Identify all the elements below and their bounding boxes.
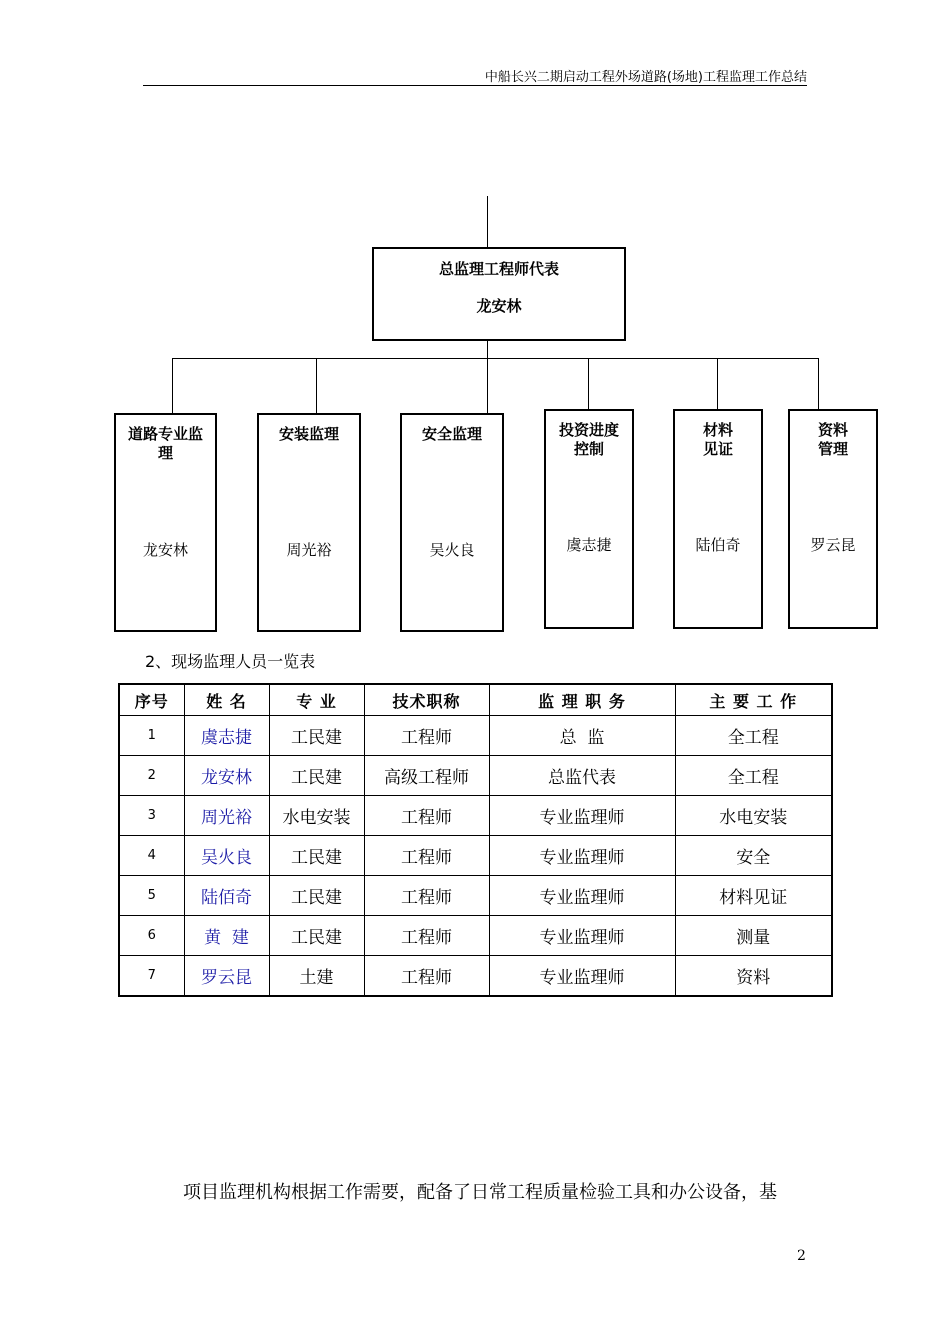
table-row [119, 756, 832, 796]
table-row [119, 716, 832, 756]
cell-position: 总 监 [489, 716, 675, 756]
cell-title: 工程师 [364, 956, 489, 997]
org-unit-installation [257, 413, 361, 632]
column-header: 姓 名 [184, 684, 269, 716]
org-top-box [372, 247, 626, 341]
org-unit-material-witness [673, 409, 763, 629]
cell-name: 黄 建 [184, 916, 269, 956]
column-header: 序号 [119, 684, 184, 716]
page-number: 2 [797, 1248, 806, 1264]
cell-specialty: 水电安装 [269, 796, 364, 836]
cell-position: 专业监理师 [489, 796, 675, 836]
cell-work: 全工程 [675, 716, 832, 756]
cell-specialty: 工民建 [269, 716, 364, 756]
cell-position: 专业监理师 [489, 836, 675, 876]
cell-work: 资料 [675, 956, 832, 997]
cell-seq: 5 [119, 876, 184, 916]
document-header-title: 中船长兴二期启动工程外场道路(场地)工程监理工作总结 [484, 70, 807, 85]
cell-position: 专业监理师 [489, 916, 675, 956]
connector-drop [487, 358, 488, 414]
org-unit-name: 吴火良 [429, 541, 475, 559]
connector-top [487, 196, 488, 248]
column-header: 监 理 职 务 [489, 684, 675, 716]
connector-drop [316, 358, 317, 414]
cell-title: 工程师 [364, 836, 489, 876]
table-row [119, 956, 832, 997]
cell-title: 工程师 [364, 876, 489, 916]
org-unit-document-management [788, 409, 878, 629]
table-row [119, 916, 832, 956]
table-header-row [119, 684, 832, 716]
cell-name: 陆佰奇 [184, 876, 269, 916]
org-top-name: 龙安林 [476, 297, 522, 315]
cell-name: 虞志捷 [184, 716, 269, 756]
org-unit-title: 安全监理 [421, 425, 482, 443]
cell-title: 高级工程师 [364, 756, 489, 796]
connector-drop [172, 358, 173, 414]
connector-drop [818, 358, 819, 410]
org-unit-title: 资料管理 [817, 421, 848, 458]
cell-work: 安全 [675, 836, 832, 876]
org-unit-name: 龙安林 [142, 541, 188, 559]
cell-specialty: 土建 [269, 956, 364, 997]
org-unit-safety [400, 413, 504, 632]
cell-name: 龙安林 [184, 756, 269, 796]
cell-position: 专业监理师 [489, 956, 675, 997]
org-unit-name: 罗云昆 [810, 536, 856, 554]
column-header: 技术职称 [364, 684, 489, 716]
org-unit-name: 陆伯奇 [695, 536, 741, 554]
cell-work: 水电安装 [675, 796, 832, 836]
cell-work: 全工程 [675, 756, 832, 796]
body-paragraph: 项目监理机构根据工作需要，配备了日常工程质量检验工具和办公设备，基 [183, 1182, 777, 1203]
cell-seq: 6 [119, 916, 184, 956]
org-unit-name: 周光裕 [286, 541, 332, 559]
column-header: 主 要 工 作 [675, 684, 832, 716]
table-row [119, 836, 832, 876]
cell-name: 周光裕 [184, 796, 269, 836]
cell-seq: 3 [119, 796, 184, 836]
table-caption: 2、现场监理人员一览表 [145, 652, 316, 671]
cell-title: 工程师 [364, 916, 489, 956]
cell-title: 工程师 [364, 796, 489, 836]
org-unit-road [114, 413, 217, 632]
cell-title: 工程师 [364, 716, 489, 756]
cell-seq: 2 [119, 756, 184, 796]
cell-seq: 4 [119, 836, 184, 876]
cell-work: 材料见证 [675, 876, 832, 916]
column-header: 专 业 [269, 684, 364, 716]
org-unit-title: 道路专业监理 [128, 425, 204, 462]
org-unit-investment-schedule [544, 409, 634, 629]
cell-position: 专业监理师 [489, 876, 675, 916]
cell-seq: 1 [119, 716, 184, 756]
cell-seq: 7 [119, 956, 184, 997]
org-top-title: 总监理工程师代表 [438, 260, 559, 278]
connector-horizontal [172, 358, 818, 359]
connector-drop [717, 358, 718, 410]
cell-work: 测量 [675, 916, 832, 956]
cell-specialty: 工民建 [269, 756, 364, 796]
cell-specialty: 工民建 [269, 876, 364, 916]
cell-specialty: 工民建 [269, 916, 364, 956]
cell-position: 总监代表 [489, 756, 675, 796]
cell-name: 罗云昆 [184, 956, 269, 997]
header-rule [143, 85, 807, 86]
connector-drop [588, 358, 589, 410]
org-unit-title: 安装监理 [278, 425, 339, 443]
cell-name: 吴火良 [184, 836, 269, 876]
cell-specialty: 工民建 [269, 836, 364, 876]
table-row [119, 796, 832, 836]
table-row [119, 876, 832, 916]
staff-table [118, 683, 833, 997]
org-unit-title: 材料见证 [702, 421, 733, 458]
org-unit-name: 虞志捷 [566, 536, 612, 554]
connector-trunk [487, 341, 488, 358]
org-unit-title: 投资进度控制 [558, 421, 619, 458]
